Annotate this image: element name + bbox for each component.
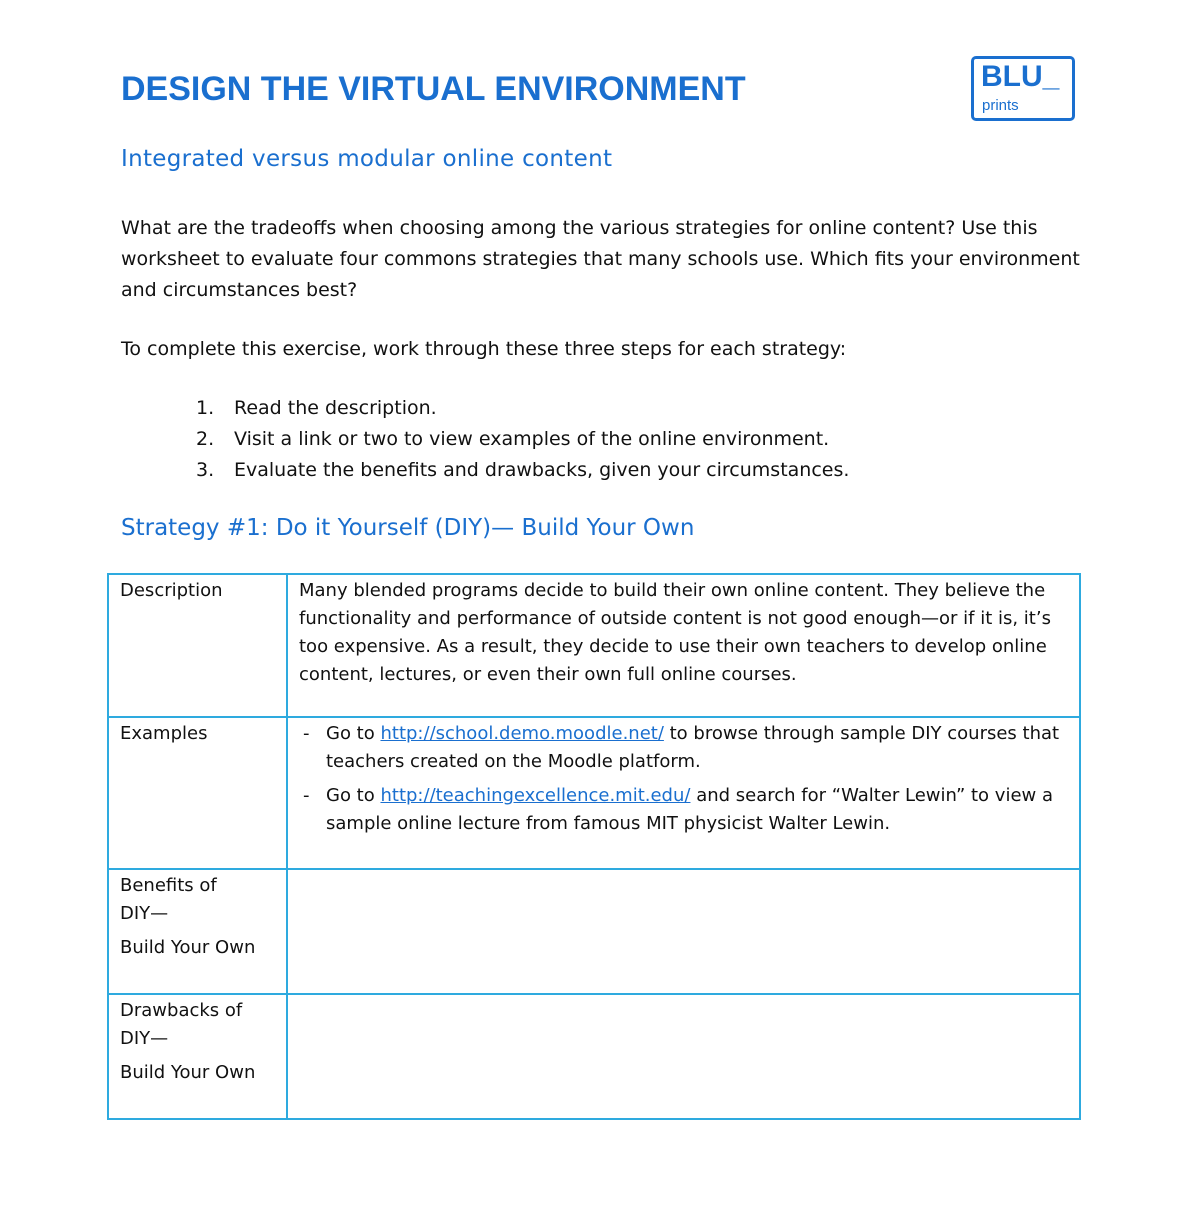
logo-text-sub: prints [982,97,1019,114]
table-row-description [108,574,1080,717]
example-suffix: to browse through sample DIY courses that teachers created on the Moodle platform. [326,723,1060,772]
table-row-drawbacks [108,994,1080,1119]
label-line: Drawbacks of [120,1000,243,1021]
dash-bullet: - [303,723,310,744]
section-subtitle: Integrated versus modular online content [121,146,613,172]
examples-list [299,720,1069,838]
logo-text-main: BLU_ [981,60,1060,93]
step-text: Evaluate the benefits and drawbacks, given your circumstances. [234,459,850,481]
step-text: Visit a link or two to view examples of the online environment. [234,428,830,450]
step-item [196,455,849,486]
step-item [196,424,849,455]
example-prefix: Go to [326,785,381,806]
row-label: Description [108,574,287,717]
examples-cell [287,717,1080,869]
label-line: DIY— [120,903,169,924]
step-item [196,393,849,424]
list-item [299,720,1069,776]
label-line: Benefits of [120,875,217,896]
instruction-paragraph: To complete this exercise, work through these three steps for each strategy: [121,338,847,360]
label-line: Build Your Own [120,1062,256,1083]
dash-bullet: - [303,785,310,806]
strategy-heading: Strategy #1: Do it Yourself (DIY)— Build Your Own [121,515,695,541]
intro-paragraph: What are the tradeoffs when choosing among the various strategies for online content? Use this worksheet to evaluate four commons strategies that many schools use. Which fits your environment and circumstances best? [121,217,1080,301]
label-line: DIY— [120,1028,169,1049]
row-label: Examples [108,717,287,869]
step-number: 1. [196,397,215,419]
row-label [108,869,287,994]
table-row-benefits [108,869,1080,994]
row-label [108,994,287,1119]
step-text: Read the description. [234,397,437,419]
list-item [299,782,1069,838]
benefits-input-cell[interactable] [287,869,1080,994]
example-suffix: and search for “Walter Lewin” to view a sample online lecture from famous MIT physicist Walter Lewin. [326,785,1053,834]
table-row-examples [108,717,1080,869]
moodle-demo-link[interactable]: http://school.demo.moodle.net/ [380,723,664,744]
drawbacks-input-cell[interactable] [287,994,1080,1119]
steps-list [196,393,849,486]
mit-teaching-link[interactable]: http://teachingexcellence.mit.edu/ [380,785,691,806]
label-line: Build Your Own [120,937,256,958]
description-text: Many blended programs decide to build their own online content. They believe the functionality and performance of outside content is not good enough—or if it is, it’s too expensive. As a result, they decide to use their own teachers to develop online content, lectures, or even their own full online courses. [287,574,1080,717]
page-title: DESIGN THE VIRTUAL ENVIRONMENT [121,70,746,108]
blueprints-logo [971,56,1075,121]
example-prefix: Go to [326,723,381,744]
strategy-table [107,573,1081,1120]
step-number: 2. [196,428,215,450]
step-number: 3. [196,459,215,481]
